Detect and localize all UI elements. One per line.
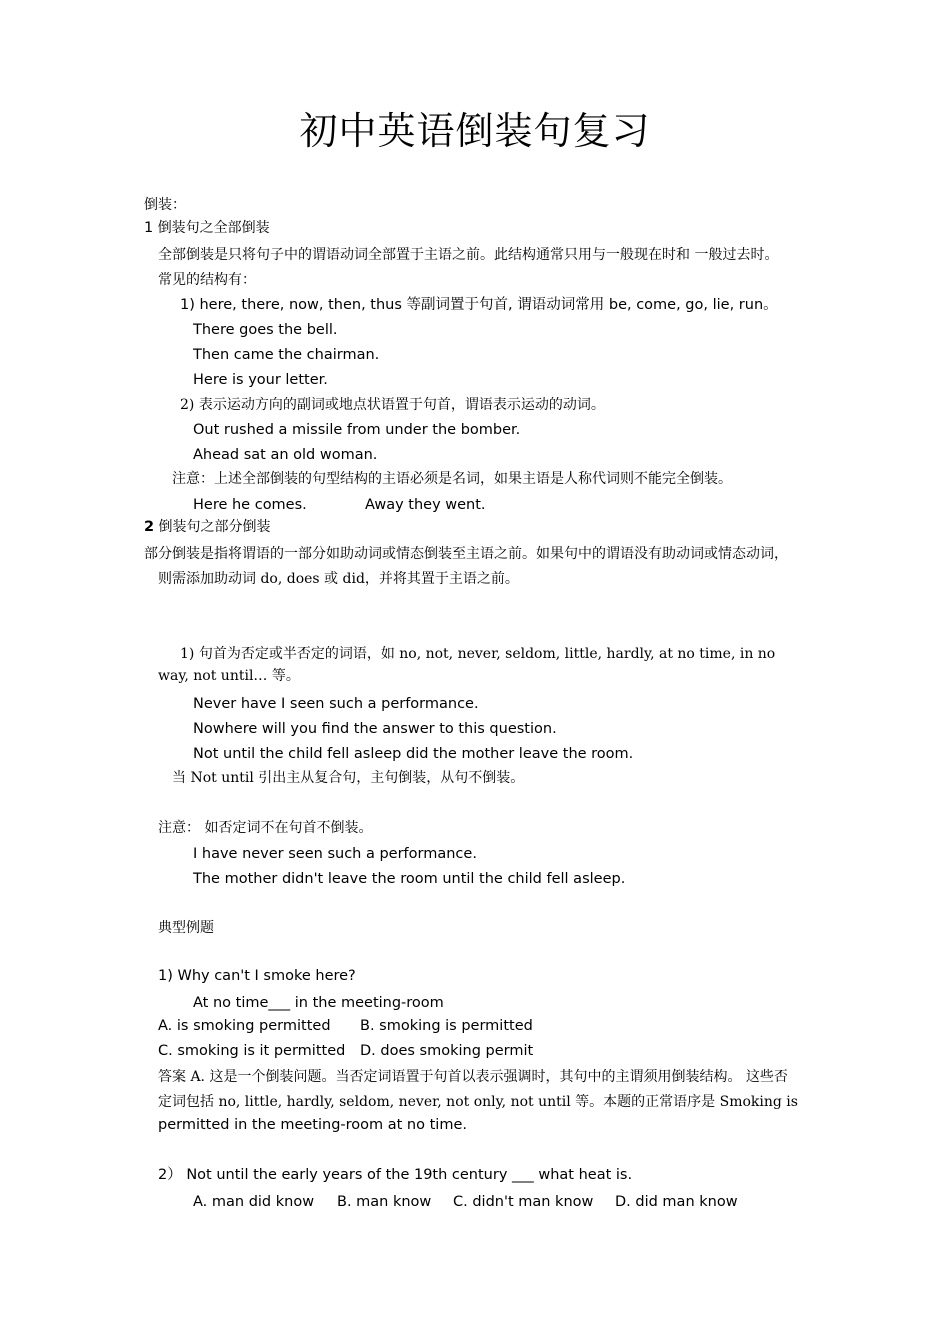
example-sentence: I have never seen such a performance. [193, 846, 477, 862]
example-sentence: Then came the chairman. [193, 347, 380, 363]
section-2-description: 部分倒装是指将谓语的一部分如助动词或情态倒装至主语之前。如果句中的谓语没有助动词或情态动词， [144, 546, 788, 562]
question-2-option-a: A. man did know [193, 1194, 315, 1210]
question-1-answer-cont: permitted in the meeting-room at no time. [158, 1117, 467, 1133]
question-1-answer: 答案 A. 这是一个倒装问题。当否定词语置于句首以表示强调时，其句中的主谓须用倒装结构。 这些否 [158, 1069, 788, 1085]
question-2-option-b: B. man know [337, 1194, 432, 1210]
section-1-number: 1 [144, 220, 154, 236]
section-2-title: 倒装句之部分倒装 [158, 519, 271, 535]
example-sentence: Never have I seen such a performance. [193, 696, 479, 712]
examples-heading: 典型例题 [158, 920, 214, 936]
question-1: 1) Why can't I smoke here? [158, 968, 356, 984]
example-sentence: Nowhere will you find the answer to this question. [193, 721, 557, 737]
question-2-option-c: C. didn't man know [453, 1194, 594, 1210]
example-sentence: Here is your letter. [193, 372, 328, 388]
example-sentence: Not until the child fell asleep did the mother leave the room. [193, 746, 634, 762]
section-1-title: 倒装句之全部倒装 [157, 220, 270, 236]
question-1-option-a: A. is smoking permitted [158, 1018, 331, 1034]
example-sentence: Here he comes. [193, 497, 307, 513]
not-until-rule: 当 Not until 引出主从复合句，主句倒装，从句不倒装。 [172, 770, 525, 786]
example-sentence: Out rushed a missile from under the bomber. [193, 422, 521, 438]
section-2-note: 注意： 如否定词不在句首不倒装。 [158, 820, 373, 836]
section-1-heading [144, 218, 270, 238]
question-1-option-c: C. smoking is it permitted [158, 1043, 346, 1059]
section-2-item-1: 1) 句首为否定或半否定的词语，如 no, not, never, seldom, little, hardly, at no time, in no [180, 646, 776, 662]
section-1-item-1: 1) here, there, now, then, thus 等副词置于句首, 谓语动词常用 be, come, go, lie, run。 [180, 297, 778, 313]
section-2-item-1-cont: way, not until… 等。 [158, 668, 300, 684]
question-2: 2） Not until the early years of the 19th century ___ what heat is. [158, 1167, 633, 1183]
section-2-description-cont: 则需添加助动词 do, does 或 did，并将其置于主语之前。 [158, 571, 519, 587]
example-sentence: Ahead sat an old woman. [193, 447, 378, 463]
section-1-item-2: 2) 表示运动方向的副词或地点状语置于句首，谓语表示运动的动词。 [180, 397, 605, 413]
question-1-stem: At no time___ in the meeting-room [193, 995, 444, 1011]
intro-label: 倒装： [144, 197, 186, 213]
question-1-answer-cont: 定词包括 no, little, hardly, seldom, never, not only, not until 等。本题的正常语序是 Smoking is [158, 1094, 798, 1110]
question-2-option-d: D. did man know [615, 1194, 738, 1210]
example-sentence: There goes the bell. [193, 322, 338, 338]
example-sentence: Away they went. [365, 497, 486, 513]
section-1-structures-label: 常见的结构有： [158, 272, 256, 288]
section-2-number: 2 [144, 519, 155, 535]
example-sentence: The mother didn't leave the room until the child fell asleep. [193, 871, 626, 887]
section-1-description: 全部倒装是只将句子中的谓语动词全部置于主语之前。此结构通常只用与一般现在时和 一般过去时。 [158, 247, 779, 263]
document-title: 初中英语倒装句复习 [299, 109, 651, 153]
question-1-option-d: D. does smoking permit [360, 1043, 534, 1059]
section-1-note: 注意：上述全部倒装的句型结构的主语必须是名词，如果主语是人称代词则不能完全倒装。 [172, 471, 732, 487]
section-2-heading [144, 517, 271, 537]
question-1-option-b: B. smoking is permitted [360, 1018, 533, 1034]
